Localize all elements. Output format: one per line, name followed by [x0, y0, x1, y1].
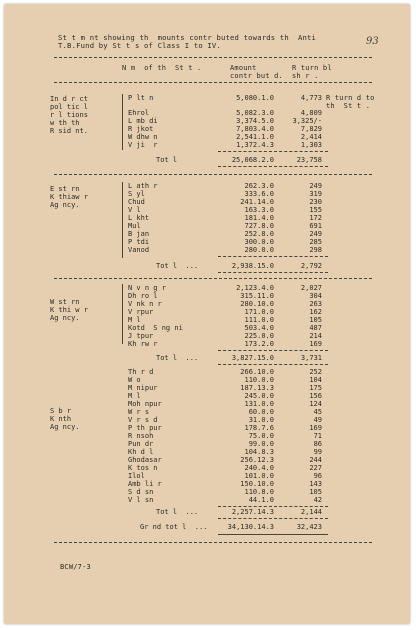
- return-cell: 169: [309, 340, 322, 348]
- amount-cell: 240.4.0: [244, 464, 274, 472]
- state-name: S yl: [128, 190, 145, 198]
- state-name: B jan: [128, 230, 150, 238]
- amount-cell: 44.1.0: [248, 496, 274, 504]
- group-label: Ag ncy.: [50, 201, 80, 209]
- amount-cell: 241.14.0: [240, 198, 274, 206]
- return-cell: 285: [309, 238, 322, 246]
- amount-cell: 7,803.4.0: [236, 125, 274, 133]
- group-label: E st rn: [50, 185, 80, 193]
- group-label: K thiaw r: [50, 193, 88, 201]
- state-name: Kh d l: [128, 448, 154, 456]
- grand-total-rule: [218, 534, 328, 535]
- title-line-2: T.B.Fund by St t s of Class I to IV.: [58, 41, 221, 50]
- group-label: w th th: [50, 119, 80, 127]
- note-line: R turn d to: [326, 94, 375, 102]
- amount-cell: 173.2.0: [244, 340, 274, 348]
- total-amount: 2,257.14.3: [231, 508, 274, 516]
- return-cell: 169: [309, 424, 322, 432]
- subtotal-rule: [218, 518, 328, 519]
- state-name: L ath r: [128, 182, 158, 190]
- group-label: In d r ct: [50, 95, 88, 103]
- return-cell: 49: [313, 416, 322, 424]
- section-rule: [54, 278, 372, 279]
- group-label: K thi w r: [50, 306, 88, 314]
- state-name: P lt n: [128, 94, 154, 102]
- state-name: Ilol: [128, 472, 145, 480]
- subtotal-rule: [218, 166, 328, 167]
- state-name: W r s: [128, 408, 150, 416]
- state-name: L mb di: [128, 117, 158, 125]
- state-name: P th pur: [128, 424, 162, 432]
- state-name: N v n g r: [128, 284, 166, 292]
- amount-cell: 31.0.0: [248, 416, 274, 424]
- reference-code: BCW/7-3: [60, 563, 91, 571]
- return-cell: 99: [313, 448, 322, 456]
- title-line-1: St t m nt showing th mounts contr buted towards th Anti: [58, 33, 317, 42]
- group-bracket: [122, 182, 123, 258]
- return-cell: 172: [309, 214, 322, 222]
- total-returns: 23,758: [296, 156, 322, 164]
- state-name: J tpur: [128, 332, 154, 340]
- state-name: V nk n r: [128, 300, 162, 308]
- section-rule: [54, 174, 372, 175]
- rule-top: [54, 57, 372, 58]
- amount-cell: 3,374.5.0: [236, 117, 274, 125]
- state-name: K tos n: [128, 464, 158, 472]
- state-name: Chud: [128, 198, 145, 206]
- amount-cell: 315.11.0: [240, 292, 274, 300]
- return-cell: 175: [309, 384, 322, 392]
- amount-cell: 178.7.6: [244, 424, 274, 432]
- amount-cell: 60.0.0: [248, 408, 274, 416]
- state-name: V r s d: [128, 416, 158, 424]
- group-label: K nth: [50, 415, 72, 423]
- state-name: R nsoh: [128, 432, 154, 440]
- return-cell: 249: [309, 230, 322, 238]
- col-header-return-1: R turn bl: [292, 64, 332, 72]
- total-returns: 2,792: [300, 262, 322, 270]
- amount-cell: 503.4.0: [244, 324, 274, 332]
- subtotal-rule: [218, 256, 328, 257]
- grand-total-returns: 32,423: [296, 523, 322, 531]
- return-cell: 7,829: [300, 125, 322, 133]
- rule-bottom: [54, 542, 372, 543]
- col-header-return-2: sh r .: [292, 72, 319, 80]
- subtotal-rule: [218, 350, 328, 351]
- note-line: th St t .: [326, 102, 371, 110]
- return-cell: 155: [309, 206, 322, 214]
- return-cell: 124: [309, 400, 322, 408]
- return-cell: 263: [309, 300, 322, 308]
- total-label: Tot l ...: [156, 354, 199, 362]
- return-cell: 319: [309, 190, 322, 198]
- amount-cell: 5,082.3.0: [236, 109, 274, 117]
- return-cell: 45: [313, 408, 322, 416]
- group-label: S b r: [50, 407, 72, 415]
- state-name: P tdi: [128, 238, 150, 246]
- total-amount: 2,938.15.0: [231, 262, 274, 270]
- return-cell: 298: [309, 246, 322, 254]
- amount-cell: 5,080.1.0: [236, 94, 274, 102]
- amount-cell: 280.10.0: [240, 300, 274, 308]
- total-label: Tot l: [156, 156, 178, 164]
- state-name: Amb li r: [128, 480, 162, 488]
- state-name: M l: [128, 316, 141, 324]
- amount-cell: 75.0.0: [248, 432, 274, 440]
- return-cell: 2,027: [300, 284, 322, 292]
- state-name: Dh ro l: [128, 292, 158, 300]
- subtotal-rule: [218, 506, 328, 507]
- return-cell: 304: [309, 292, 322, 300]
- amount-cell: 101.0.0: [244, 472, 274, 480]
- amount-cell: 171.0.0: [244, 308, 274, 316]
- group-label: r l tions: [50, 111, 88, 119]
- return-cell: 691: [309, 222, 322, 230]
- state-name: Pun dr: [128, 440, 154, 448]
- amount-cell: 1,372.4.3: [236, 141, 274, 149]
- total-returns: 2,144: [300, 508, 322, 516]
- return-cell: 105: [309, 316, 322, 324]
- state-name: W dhw n: [128, 133, 158, 141]
- return-cell: 4,809: [300, 109, 322, 117]
- state-name: V l sn: [128, 496, 158, 504]
- return-cell: 162: [309, 308, 322, 316]
- amount-cell: 727.8.0: [244, 222, 274, 230]
- amount-cell: 300.0.0: [244, 238, 274, 246]
- group-label: pol tic l: [50, 103, 88, 111]
- amount-cell: 110.0.0: [244, 376, 274, 384]
- state-name: Kh rw r: [128, 340, 158, 348]
- state-name: V ji r: [128, 141, 158, 149]
- return-cell: 71: [313, 432, 322, 440]
- amount-cell: 131.0.0: [244, 400, 274, 408]
- col-header-state: N m of th St t .: [122, 64, 202, 72]
- amount-cell: 2,123.4.0: [236, 284, 274, 292]
- state-name: Moh npur: [128, 400, 162, 408]
- amount-cell: 333.6.0: [244, 190, 274, 198]
- grand-total-amount: 34,130.14.3: [227, 523, 274, 531]
- total-amount: 25,068.2.0: [231, 156, 274, 164]
- state-name: M l: [128, 392, 141, 400]
- amount-cell: 245.0.0: [244, 392, 274, 400]
- amount-cell: 110.8.0: [244, 488, 274, 496]
- amount-cell: 252.8.0: [244, 230, 274, 238]
- state-name: Ghodasar: [128, 456, 162, 464]
- return-cell: 252: [309, 368, 322, 376]
- state-name: L kht: [128, 214, 150, 222]
- page-number: 93: [366, 36, 379, 47]
- total-label: Tot l ...: [156, 262, 199, 270]
- group-label: Ag ncy.: [50, 314, 80, 322]
- group-bracket: [122, 284, 123, 344]
- return-cell: 3,325/-: [292, 117, 322, 125]
- amount-cell: 104.8.3: [244, 448, 274, 456]
- state-name: W o: [128, 376, 141, 384]
- return-cell: 249: [309, 182, 322, 190]
- return-cell: 214: [309, 332, 322, 340]
- return-cell: 4,773: [300, 94, 322, 102]
- amount-cell: 163.3.0: [244, 206, 274, 214]
- return-cell: 227: [309, 464, 322, 472]
- return-cell: 105: [309, 488, 322, 496]
- return-cell: 2,414: [300, 133, 322, 141]
- amount-cell: 150.10.0: [240, 480, 274, 488]
- state-name: Ehrol: [128, 109, 150, 117]
- amount-cell: 99.0.0: [248, 440, 274, 448]
- col-header-amount-2: contr but d.: [230, 72, 283, 80]
- col-header-amount-1: Amount: [230, 64, 257, 72]
- state-name: Th r d: [128, 368, 154, 376]
- return-cell: 156: [309, 392, 322, 400]
- state-name: V rpur: [128, 308, 154, 316]
- amount-cell: 256.12.3: [240, 456, 274, 464]
- state-name: V l: [128, 206, 141, 214]
- return-cell: 96: [313, 472, 322, 480]
- subtotal-rule: [218, 272, 328, 273]
- return-cell: 143: [309, 480, 322, 488]
- group-label: W st rn: [50, 298, 80, 306]
- total-amount: 3,827.15.0: [231, 354, 274, 362]
- group-label: Ag ncy.: [50, 423, 80, 431]
- state-name: Kotd S ng ni: [128, 324, 183, 332]
- group-label: R sid nt.: [50, 127, 88, 135]
- amount-cell: 2,541.1.0: [236, 133, 274, 141]
- amount-cell: 262.3.0: [244, 182, 274, 190]
- amount-cell: 181.4.0: [244, 214, 274, 222]
- return-cell: 487: [309, 324, 322, 332]
- return-cell: 42: [313, 496, 322, 504]
- total-label: Tot l ...: [156, 508, 199, 516]
- amount-cell: 111.0.0: [244, 316, 274, 324]
- rule-header: [54, 82, 372, 83]
- return-cell: 1,303: [300, 141, 322, 149]
- amount-cell: 187.13.3: [240, 384, 274, 392]
- state-name: M nipur: [128, 384, 158, 392]
- grand-total-label: Gr nd tot l ...: [140, 523, 208, 531]
- return-cell: 104: [309, 376, 322, 384]
- subtotal-rule: [218, 364, 328, 365]
- amount-cell: 225.0.0: [244, 332, 274, 340]
- return-cell: 244: [309, 456, 322, 464]
- document-page: [4, 4, 410, 624]
- group-bracket: [122, 94, 123, 150]
- subtotal-rule: [218, 151, 328, 152]
- state-name: Mul: [128, 222, 141, 230]
- return-cell: 230: [309, 198, 322, 206]
- amount-cell: 280.0.0: [244, 246, 274, 254]
- state-name: S d sn: [128, 488, 158, 496]
- state-name: R jkot: [128, 125, 154, 133]
- return-cell: 86: [313, 440, 322, 448]
- total-returns: 3,731: [300, 354, 322, 362]
- amount-cell: 266.10.0: [240, 368, 274, 376]
- state-name: Vanod: [128, 246, 150, 254]
